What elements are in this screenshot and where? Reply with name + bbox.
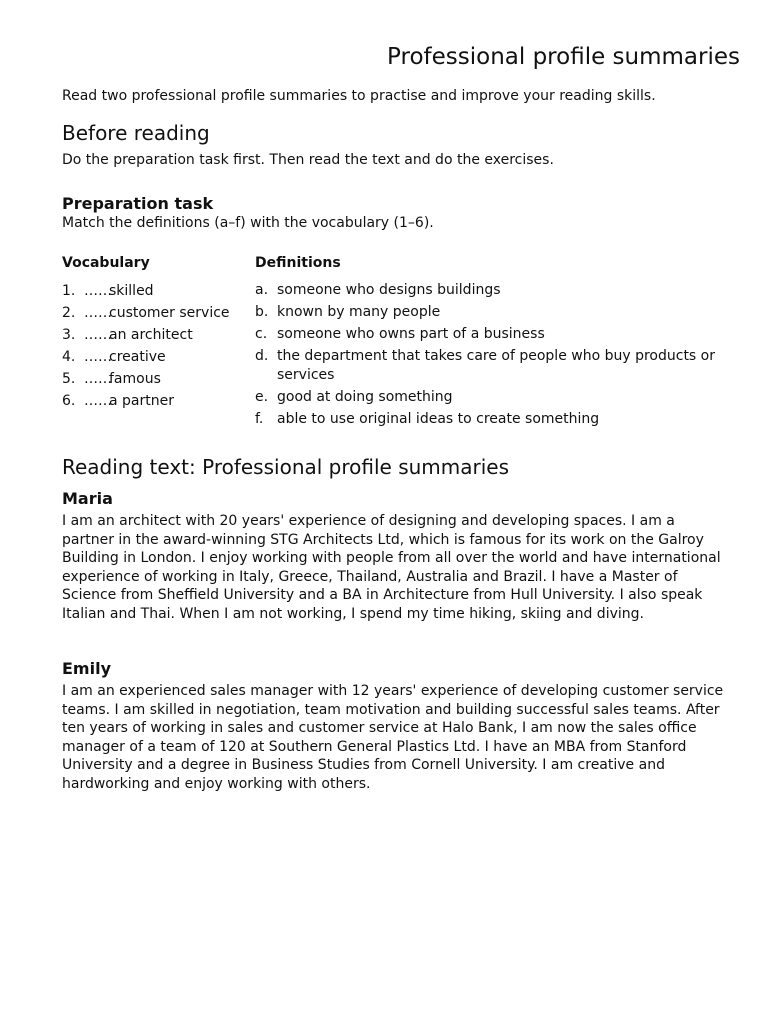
vocabulary-word: skilled [109, 283, 154, 299]
answer-blank: …… [84, 283, 112, 299]
definition-letter: a. [255, 282, 269, 298]
definition-text: someone who owns part of a business [277, 326, 545, 342]
definition-letter: f. [255, 411, 264, 427]
paragraph-line: manager of a team of 120 at Southern General Plastics Ltd. I have an MBA from Stanford [62, 738, 687, 755]
paragraph-line: I am an experienced sales manager with 12 years' experience of developing customer service [62, 683, 724, 699]
definitions-header: Definitions [255, 255, 341, 271]
profile-text-emily [62, 682, 752, 794]
paragraph-line: partner in the award-winning STG Architects Ltd, which is famous for its work on the Galroy [62, 531, 704, 548]
answer-blank: …… [84, 393, 112, 409]
definitions-list [255, 281, 717, 432]
vocabulary-number: 2. [62, 305, 76, 321]
vocabulary-item [62, 391, 230, 413]
paragraph-line: experience of working in Italy, Greece, Thailand, Australia and Brazil. I have a Master of [62, 568, 678, 585]
intro-text: Read two professional profile summaries to practise and improve your reading skills. [62, 88, 656, 104]
vocabulary-word: a partner [109, 393, 174, 409]
definition-item [255, 281, 717, 300]
paragraph-line: Science from Sheffield University and a BA in Architecture from Hull University. I also speak [62, 587, 703, 604]
definition-item [255, 410, 717, 429]
vocabulary-word: creative [109, 349, 166, 365]
vocabulary-item [62, 281, 230, 303]
before-reading-heading: Before reading [62, 121, 210, 145]
definition-text: the department that takes care of people who buy products or services [277, 348, 715, 383]
answer-blank: …… [84, 305, 112, 321]
vocabulary-number: 4. [62, 349, 76, 365]
vocabulary-word: customer service [109, 305, 230, 321]
paragraph-line: hardworking and enjoy working with others. [62, 775, 371, 792]
paragraph-line: Italian and Thai. When I am not working, I spend my time hiking, skiing and diving. [62, 605, 644, 622]
profile-name-emily: Emily [62, 659, 111, 678]
vocabulary-number: 3. [62, 327, 76, 343]
paragraph-line: Building in London. I enjoy working with people from all over the world and have international [62, 550, 721, 567]
definition-item [255, 303, 717, 322]
vocabulary-number: 1. [62, 283, 76, 299]
before-reading-text: Do the preparation task first. Then read the text and do the exercises. [62, 152, 554, 168]
paragraph-line: I am an architect with 20 years' experience of designing and developing spaces. I am a [62, 513, 675, 529]
definition-letter: b. [255, 304, 269, 320]
profile-text-maria [62, 512, 752, 624]
paragraph-line: ten years of working in sales and customer service at Halo Bank, I am now the sales office [62, 720, 697, 737]
vocabulary-header: Vocabulary [62, 255, 150, 271]
reading-text-heading: Reading text: Professional profile summaries [62, 455, 510, 479]
paragraph-line: University and a degree in Business Studies from Cornell University. I am creative and [62, 757, 665, 774]
definition-text: able to use original ideas to create something [277, 411, 600, 427]
definition-letter: d. [255, 348, 269, 364]
definition-letter: c. [255, 326, 268, 342]
definition-text: someone who designs buildings [277, 282, 501, 298]
definition-text: good at doing something [277, 389, 453, 405]
vocabulary-word: an architect [109, 327, 193, 343]
vocabulary-number: 5. [62, 371, 76, 387]
vocabulary-word: famous [109, 371, 161, 387]
vocabulary-item [62, 325, 230, 347]
definition-item [255, 325, 717, 344]
answer-blank: …… [84, 327, 112, 343]
preparation-instruction: Match the definitions (a–f) with the vocabulary (1–6). [62, 215, 434, 231]
paragraph-line: teams. I am skilled in negotiation, team motivation and building successful sales teams. After [62, 701, 720, 718]
vocabulary-item [62, 369, 230, 391]
definition-item [255, 388, 717, 407]
definition-text: known by many people [277, 304, 441, 320]
page-title: Professional profile summaries [387, 44, 740, 70]
profile-name-maria: Maria [62, 489, 113, 508]
vocabulary-number: 6. [62, 393, 76, 409]
vocabulary-list [62, 281, 230, 413]
vocabulary-item [62, 347, 230, 369]
vocabulary-item [62, 303, 230, 325]
answer-blank: …… [84, 349, 112, 365]
answer-blank: …… [84, 371, 112, 387]
definition-letter: e. [255, 389, 269, 405]
definition-item [255, 347, 717, 385]
preparation-heading: Preparation task [62, 194, 214, 213]
